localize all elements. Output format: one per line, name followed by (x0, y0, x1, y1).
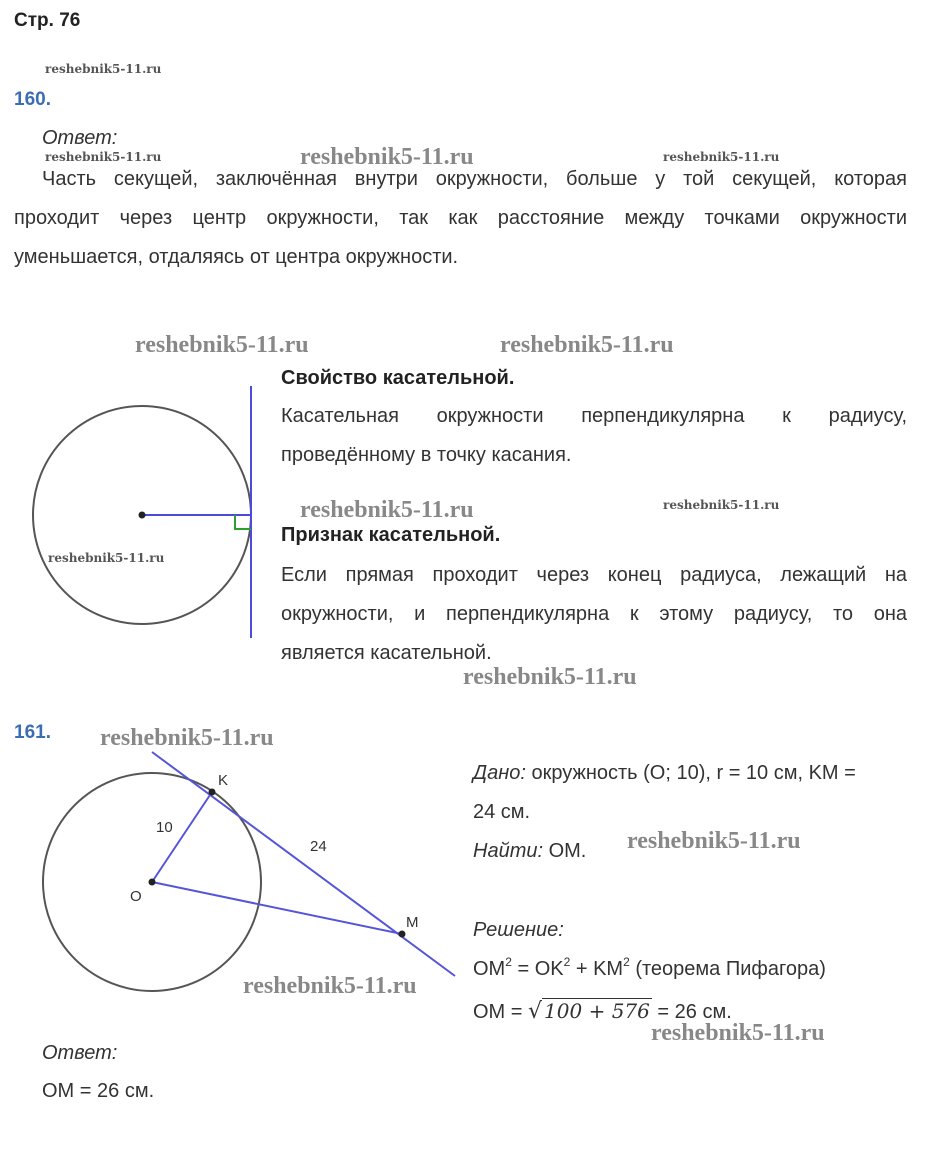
exponent: 2 (623, 955, 630, 969)
sqrt-icon: √ (528, 999, 543, 1024)
given-label: Дано: (473, 762, 526, 784)
sqrt-radicand: 100 + 576 (544, 999, 650, 1023)
given-line (473, 762, 856, 785)
watermark: reshebnik5-11.ru (45, 150, 162, 164)
exponent: 2 (563, 955, 571, 969)
point-M (399, 931, 406, 938)
given-text: окружность (О; 10), r = 10 см, KM = (525, 762, 856, 784)
task-number: 161. (14, 722, 51, 743)
answer-line: Часть секущей, заключённая внутри окружности, больше у той секущей, которая (42, 168, 907, 190)
answer-label: Ответ: (42, 127, 118, 149)
radius-OK-line (152, 792, 212, 882)
watermark: reshebnik5-11.ru (500, 332, 674, 358)
watermark: reshebnik5-11.ru (663, 498, 780, 512)
criterion-line: Если прямая проходит через конец радиуса, лежащий на (281, 564, 907, 586)
eq-term: + KM (570, 958, 624, 980)
solution-label: Решение: (473, 919, 564, 941)
label-M: M (406, 914, 419, 931)
criterion-line: окружности, и перпендикулярна к этому радиусу, то она (281, 603, 907, 625)
property-line: Касательная окружности перпендикулярна к радиусу, (281, 405, 907, 427)
criterion-line: является касательной. (281, 642, 492, 664)
eq-note: (теорема Пифагора) (629, 958, 826, 980)
secant-figure (0, 740, 470, 1000)
point-O (149, 879, 156, 886)
watermark: reshebnik5-11.ru (663, 150, 780, 164)
find-line (473, 840, 586, 863)
eq-prefix: OM = (473, 1001, 529, 1023)
watermark: reshebnik5-11.ru (243, 973, 417, 999)
watermark: reshebnik5-11.ru (651, 1020, 825, 1046)
equation-result (473, 999, 732, 1024)
page-label: Стр. 76 (14, 10, 81, 31)
given-line-2: 24 см. (473, 801, 531, 823)
watermark: reshebnik5-11.ru (48, 551, 165, 565)
property-line: проведённому в точку касания. (281, 444, 572, 466)
exponent: 2 (505, 955, 512, 969)
right-angle-mark (235, 515, 251, 529)
equation-pythagoras (473, 955, 826, 981)
watermark: reshebnik5-11.ru (100, 725, 274, 751)
point-K (209, 789, 216, 796)
answer-label: Ответ: (42, 1042, 118, 1064)
label-K: K (218, 772, 229, 789)
watermark: reshebnik5-11.ru (135, 332, 309, 358)
criterion-title: Признак касательной. (281, 524, 501, 546)
property-title: Свойство касательной. (281, 367, 515, 389)
center-point (139, 512, 146, 519)
tangent-line (152, 752, 455, 976)
eq-suffix: = 26 см. (651, 1001, 732, 1023)
find-text: OM. (543, 840, 587, 862)
answer-text: OM = 26 см. (42, 1080, 155, 1102)
label-tangent: 24 (310, 838, 327, 855)
answer-text (14, 160, 907, 277)
answer-line: уменьшается, отдаляясь от центра окружности. (14, 246, 459, 268)
answer-line: проходит через центр окружности, так как расстояние между точками окружности (14, 207, 907, 229)
tangent-figure (0, 380, 270, 645)
watermark: reshebnik5-11.ru (463, 664, 637, 690)
watermark: reshebnik5-11.ru (45, 62, 162, 76)
property-text (281, 397, 907, 475)
watermark: reshebnik5-11.ru (300, 144, 474, 170)
eq-term: = OK (511, 958, 564, 980)
task-number: 160. (14, 89, 51, 110)
label-radius: 10 (156, 819, 173, 836)
watermark: reshebnik5-11.ru (627, 828, 801, 854)
label-O: O (130, 888, 142, 905)
eq-term: OM (473, 958, 506, 980)
find-label: Найти: (473, 840, 544, 862)
criterion-text (281, 556, 907, 673)
watermark: reshebnik5-11.ru (300, 497, 474, 523)
